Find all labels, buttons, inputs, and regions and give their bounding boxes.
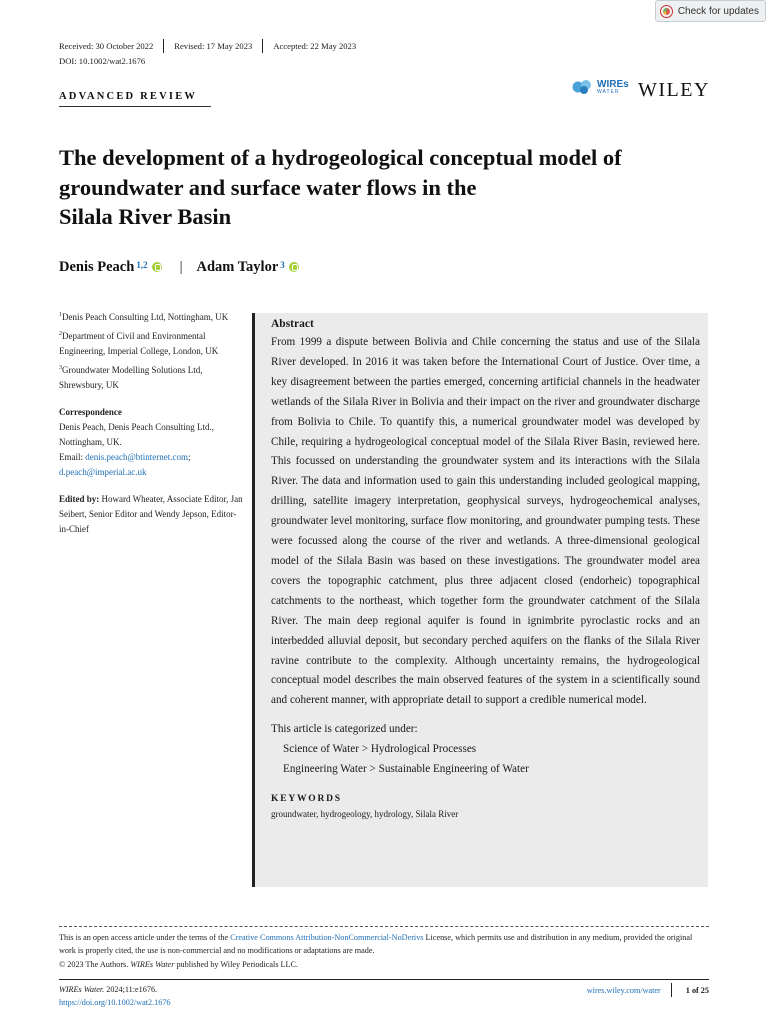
affiliation-number: 2 — [59, 331, 62, 337]
section-label: ADVANCED REVIEW — [59, 91, 198, 102]
journal-site-link[interactable]: wires.wiley.com/water — [586, 985, 661, 995]
citation-journal: WIREs Water. — [59, 985, 105, 994]
keywords: groundwater, hydrogeology, hydrology, Silala River — [271, 808, 459, 819]
author-separator: | — [179, 259, 183, 275]
footer-rule — [59, 979, 709, 980]
license-link[interactable]: Creative Commons Attribution-NonCommercial-NoDerivs — [230, 933, 424, 942]
citation — [59, 983, 171, 1009]
wires-water-logo — [572, 79, 629, 95]
accepted-date: Accepted: 22 May 2023 — [273, 41, 357, 51]
footer-right — [587, 983, 709, 997]
edited-by — [59, 492, 244, 537]
correspondence-address: Denis Peach, Denis Peach Consulting Ltd., Nottingham, UK. — [59, 422, 214, 447]
email-link[interactable]: d.peach@imperial.ac.uk — [59, 467, 147, 477]
check-for-updates-button[interactable] — [655, 0, 766, 22]
footer-separator — [671, 983, 672, 997]
article-title — [59, 143, 719, 232]
doi-link[interactable]: https://doi.org/10.1002/wat2.1676 — [59, 998, 171, 1007]
affiliation-text: Denis Peach Consulting Ltd, Nottingham, UK — [62, 312, 229, 322]
category-item: Science of Water > Hydrological Processes — [283, 743, 477, 756]
wiley-logo: WILEY — [638, 79, 710, 101]
front-matter-sidebar — [59, 308, 244, 537]
doi-header: DOI: 10.1002/wat2.1676 — [59, 56, 146, 66]
license-text: License, which permits use and distribution in any medium, provided the original work is properly cited, the use is non-commercial and no modifications or adaptations are made. — [59, 933, 693, 956]
keywords-heading: KEYWORDS — [271, 793, 342, 804]
affiliation — [59, 308, 244, 325]
copyright-text: © 2023 The Authors. — [59, 959, 131, 969]
title-line: groundwater and surface water flows in the — [59, 174, 477, 200]
article-dates — [59, 39, 366, 53]
category-item: Engineering Water > Sustainable Engineering of Water — [283, 763, 529, 776]
author-list — [59, 259, 299, 276]
categorized-label: This article is categorized under: — [271, 723, 418, 736]
license-notice — [59, 931, 709, 971]
abstract-box — [255, 313, 708, 887]
page-number: 1 of 25 — [685, 985, 709, 995]
affiliation — [59, 361, 244, 393]
wires-logo-sub: WATER — [597, 88, 620, 95]
abstract-body: From 1999 a dispute between Bolivia and Chile concerning the status and use of the Silala River developed. In 2016 it was taken before the International Court of Justice. Over time, a key disagreement between the parties emerged, concerning artificial channels in the headwater wetlands of the Silala River in Bolivia and their impact on the river and groundwater discharge from Bolivia to Chile. To quantify this, a numerical groundwater model was developed by Chile, requiring a hydrogeological conceptual model of the Silala River Basin, reviewed here. This focussed on understanding the groundwater system and its interactions with the Silala River. The data and information used to gain this understanding included geological mapping, drilling, satellite imagery interpretation, geophysical surveys, hydrogeochemical analyses, groundwater level monitoring, surface flow monitoring, and groundwater pumping tests. These were focussed along the course of the river and wetlands. A three-dimensional geological model of the Silala Basin was based on these investigations. The groundwater model area covers the topographic catchment, plus three adjacent closed (endorheic) topographical catchments to the northeast, which together form the groundwater catchment of the Silala River. The main deep regional aquifer is found in ignimbrite pyroclastic rocks and an interbedded alluvial deposit, but secondary perched aquifers on the flanks of the Silala River ravine contribute to the complexity. Although uncertainty remains, the hydrogeological conceptual model describes the main observed features of the system in a scientifically sound and coherent manner, with appropriate detail to support a credible numerical model. — [271, 336, 700, 707]
check-for-updates-label: Check for updates — [677, 5, 759, 17]
affiliation-text: Groundwater Modelling Solutions Ltd, Shrewsbury, UK — [59, 365, 203, 390]
affiliation-number: 3 — [59, 365, 62, 371]
water-drops-icon — [572, 79, 594, 95]
copyright-text: published by Wiley Periodicals LLC. — [174, 959, 299, 969]
orcid-icon[interactable] — [289, 262, 299, 272]
affiliation-text: Department of Civil and Environmental Engineering, Imperial College, London, UK — [59, 331, 219, 356]
correspondence-text — [59, 420, 244, 480]
email-label: Email: — [59, 452, 83, 462]
author-name[interactable]: Adam Taylor — [196, 259, 279, 275]
license-text: This is an open access article under the terms of the — [59, 933, 231, 942]
affiliation-number: 1 — [59, 312, 62, 318]
title-line: Silala River Basin — [59, 204, 232, 229]
edited-by-label: Edited by: — [59, 494, 100, 504]
citation-details: 2024;11:e1676. — [104, 985, 158, 994]
email-separator: ; — [188, 452, 191, 462]
orcid-icon[interactable] — [152, 262, 162, 272]
footer-dashed-rule — [59, 926, 709, 927]
received-date: Received: 30 October 2022 — [59, 41, 154, 51]
edited-by-text: Howard Wheater, Associate Editor, Jan Seibert, Senior Editor and Wendy Jepson, Editor-in-Chief — [59, 494, 243, 534]
categories — [271, 720, 700, 780]
wires-logo-word: WIREs — [597, 78, 629, 90]
revised-date: Revised: 17 May 2023 — [174, 41, 253, 51]
title-line: The development of a hydrogeological conceptual model of — [59, 145, 622, 170]
correspondence-heading: Correspondence — [59, 407, 122, 417]
author-name[interactable]: Denis Peach — [59, 259, 135, 275]
affiliation — [59, 327, 244, 359]
author-affiliation-ref[interactable]: 1,2 — [136, 259, 148, 270]
crossmark-icon — [660, 5, 673, 18]
email-link[interactable]: denis.peach@btinternet.com — [85, 452, 189, 462]
copyright-journal: WIREs Water — [130, 959, 175, 969]
abstract-heading: Abstract — [271, 318, 314, 330]
author-affiliation-ref[interactable]: 3 — [280, 259, 285, 270]
section-rule — [59, 106, 211, 107]
